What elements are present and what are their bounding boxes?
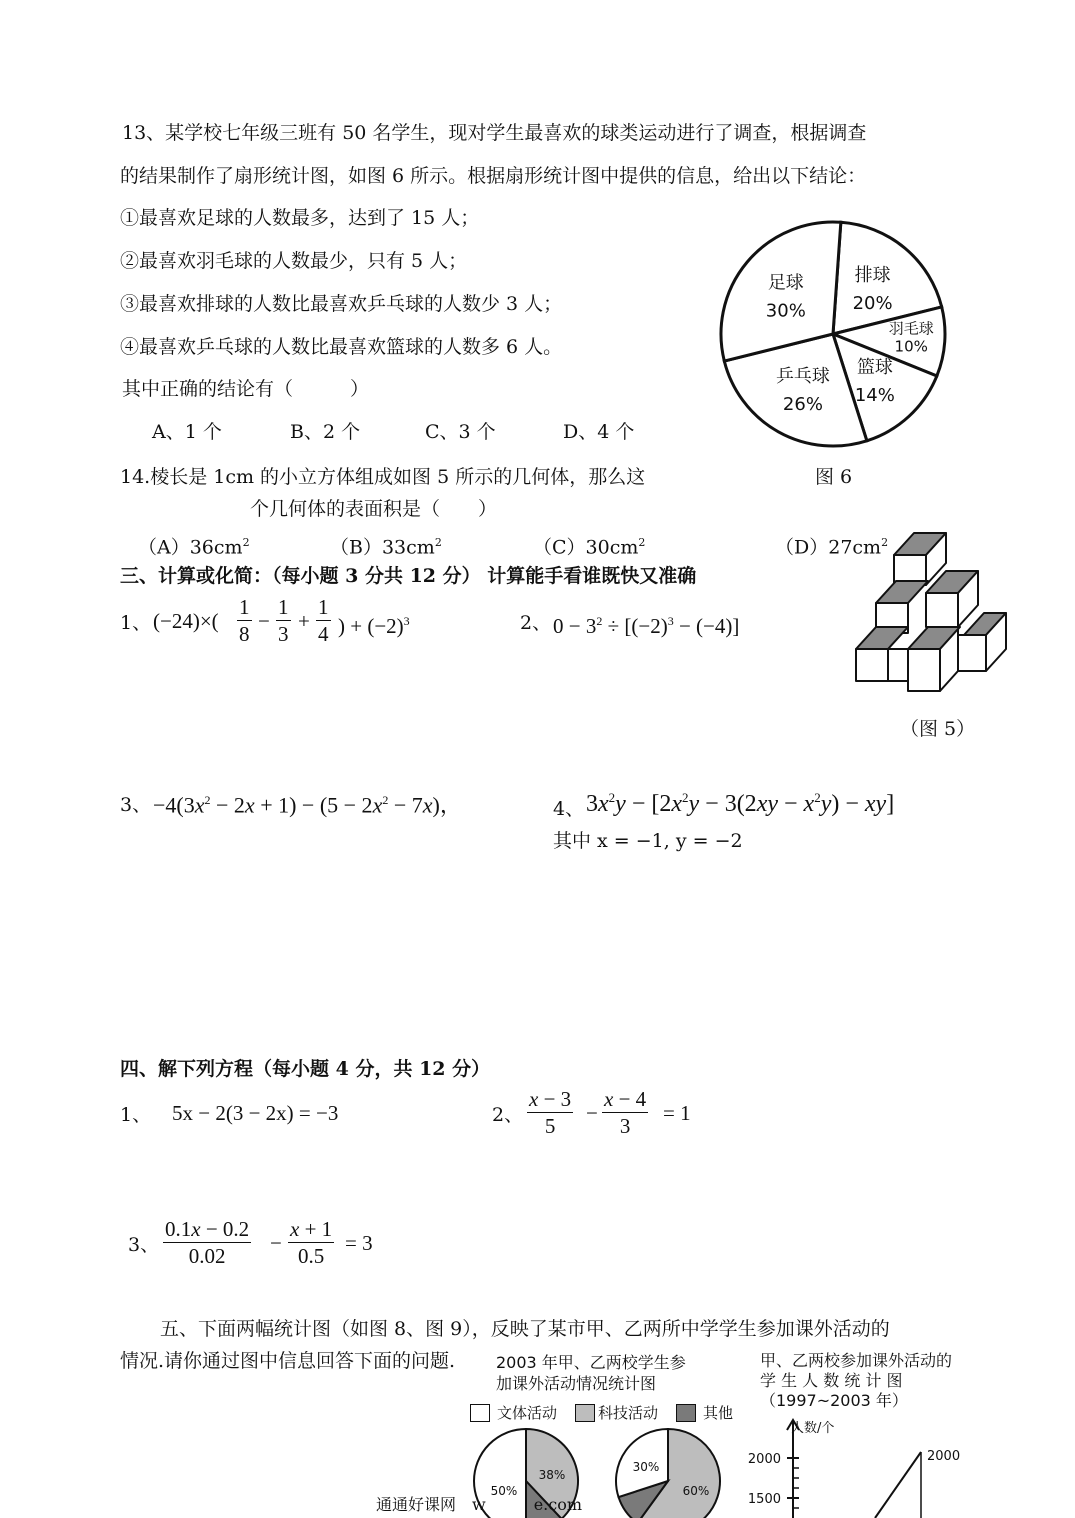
q14-option-c: $(C)30cm^2$ <box>533 536 646 559</box>
eq-2-rhs: = 1 <box>663 1101 691 1125</box>
calc-3-number: 3、 <box>120 794 152 816</box>
pie8-0-label-0: 50% <box>490 1484 518 1498</box>
q13-option-c: C、3 个 <box>425 421 496 443</box>
fig6-caption: 图 6 <box>815 466 853 488</box>
fig6-pie-chart <box>715 220 955 450</box>
pie6-value-2: 10% <box>894 337 928 356</box>
pie6-label-4: 乒乓球 <box>775 365 830 387</box>
eq-3-minus: − <box>270 1231 282 1255</box>
calc-4-condition: 其中 x = −1, y = −2 <box>553 830 743 852</box>
q14-option-b: $(B)33cm^2$ <box>330 536 442 559</box>
legend-label-other: 其他 <box>703 1404 734 1422</box>
frac-1-3: $\frac{1}{3}$ <box>278 595 289 646</box>
eq-2-minus: − <box>586 1101 598 1125</box>
eq-1-number: 1、 <box>120 1104 152 1126</box>
footer-watermark: 通通好课网 w e.com <box>376 1495 583 1514</box>
op-plus: + <box>298 609 310 633</box>
op-minus: − <box>258 609 270 633</box>
pie8-1-label-1: 60% <box>682 1484 710 1498</box>
eq-3-frac-a: $\frac{0.1x - 0.2}{0.02}$ <box>165 1217 250 1268</box>
fig9-line-chart <box>745 1412 975 1518</box>
calc-3-expr: $-4(3x^2 - 2x + 1) - (5 - 2x^2 - 7x)$， <box>153 792 462 818</box>
frac-1-4: $\frac{1}{4}$ <box>318 595 329 646</box>
pie6-label-0: 足球 <box>767 272 804 294</box>
fig5-caption: （图 5） <box>900 718 976 740</box>
pie6-value-3: 14% <box>854 385 895 407</box>
q13-option-d: D、4 个 <box>563 421 635 443</box>
pie8-1-label-0: 30% <box>632 1460 660 1474</box>
line9-y-label: 人数/个 <box>791 1421 835 1436</box>
section4-title: 四、解下列方程（每小题 4 分，共 12 分） <box>120 1058 491 1080</box>
calc-2-number: 2、 <box>520 612 552 634</box>
legend-swatch-keji <box>575 1404 595 1422</box>
pie6-value-0: 30% <box>765 300 806 322</box>
line9-annotation: 2000 <box>927 1449 961 1464</box>
fig8-title-1: 2003 年甲、乙两校学生参 <box>496 1353 686 1372</box>
q13-option-a: A、1 个 <box>152 421 222 443</box>
q13-question: 其中正确的结论有（ ） <box>122 378 370 400</box>
line9-series-line <box>875 1452 921 1518</box>
q13-line2: 的结果制作了扇形统计图，如图 6 所示。根据扇形统计图中提供的信息，给出以下结论： <box>120 165 867 187</box>
pie6-label-3: 篮球 <box>856 357 893 379</box>
eq-2-frac-a: $\frac{x - 3}{5}$ <box>529 1087 572 1138</box>
legend-label-wenti: 文体活动 <box>497 1404 558 1422</box>
line9-ytick-0: 2000 <box>747 1452 781 1467</box>
frac-1-8: $\frac{1}{8}$ <box>239 595 250 646</box>
q13-option-b: B、2 个 <box>290 421 361 443</box>
calc-1-expr-a: (−24)×( <box>153 609 219 633</box>
eq-3-frac-b: $\frac{x + 1}{0.5}$ <box>290 1217 333 1268</box>
section3-title: 三、计算或化简：（每小题 3 分共 12 分） 计算能手看谁既快又准确 <box>120 565 697 587</box>
q13-claim-1: ①最喜欢足球的人数最多，达到了 15 人； <box>120 207 480 229</box>
eq-2-number: 2、 <box>492 1104 524 1126</box>
legend-swatch-wenti <box>470 1404 490 1422</box>
calc-1-number: 1、 <box>120 612 152 634</box>
q14-option-a: $(A)36cm^2$ <box>138 536 250 559</box>
q14-line1: 14.棱长是 1cm 的小立方体组成如图 5 所示的几何体，那么这 <box>120 466 646 488</box>
calc-4-expr: $3x^2y - [2x^2y - 3(2xy - x^2y) - xy]$ <box>586 790 895 817</box>
line9-ytick-1: 1500 <box>747 1492 781 1507</box>
section5-line1: 五、下面两幅统计图（如图 8、图 9），反映了某市甲、乙两所中学学生参加课外活动的 <box>160 1318 890 1340</box>
fig9-title-2: 学 生 人 数 统 计 图 <box>760 1371 903 1390</box>
calc-1-expr-b: ) + $(-2)^3$ <box>338 614 410 638</box>
legend-label-keji: 科技活动 <box>598 1404 659 1422</box>
pie6-label-1: 排球 <box>854 264 891 286</box>
pie6-value-4: 26% <box>782 393 823 415</box>
pie8-0-label-1: 38% <box>538 1468 566 1482</box>
eq-2-frac-b: $\frac{x - 4}{3}$ <box>604 1087 647 1138</box>
eq-3-number: 3、 <box>128 1234 160 1256</box>
calc-2-expr: $0 - 3^2 \div [(-2)^3 - (-4)]$ <box>553 614 740 638</box>
pie6-label-2: 羽毛球 <box>888 319 934 338</box>
fig5-cube-figure <box>848 525 1008 710</box>
q13-claim-3: ③最喜欢排球的人数比最喜欢乒乓球的人数少 3 人； <box>120 293 563 315</box>
q14-line2: 个几何体的表面积是（ ） <box>250 498 498 520</box>
fig9-title-1: 甲、乙两校参加课外活动的 <box>760 1351 953 1370</box>
q13-claim-4: ④最喜欢乒乓球的人数比最喜欢篮球的人数多 6 人。 <box>120 336 563 358</box>
q14-option-d: $(D)27cm^2$ <box>775 536 889 559</box>
fig8-title-2: 加课外活动情况统计图 <box>496 1374 657 1393</box>
eq-1: 5x − 2(3 − 2x) = −3 <box>172 1101 339 1125</box>
q13-line1: 13、某学校七年级三班有 50 名学生，现对学生最喜欢的球类运动进行了调查，根据调查 <box>122 122 867 144</box>
calc-4-number: 4、 <box>553 798 585 820</box>
fig9-title-3: （1997~2003 年） <box>760 1391 908 1410</box>
legend-swatch-other <box>676 1404 696 1422</box>
q13-claim-2: ②最喜欢羽毛球的人数最少，只有 5 人； <box>120 250 468 272</box>
pie6-value-1: 20% <box>852 292 893 314</box>
section5-line2: 情况.请你通过图中信息回答下面的问题. <box>120 1350 456 1372</box>
eq-3-rhs: = 3 <box>345 1231 373 1255</box>
